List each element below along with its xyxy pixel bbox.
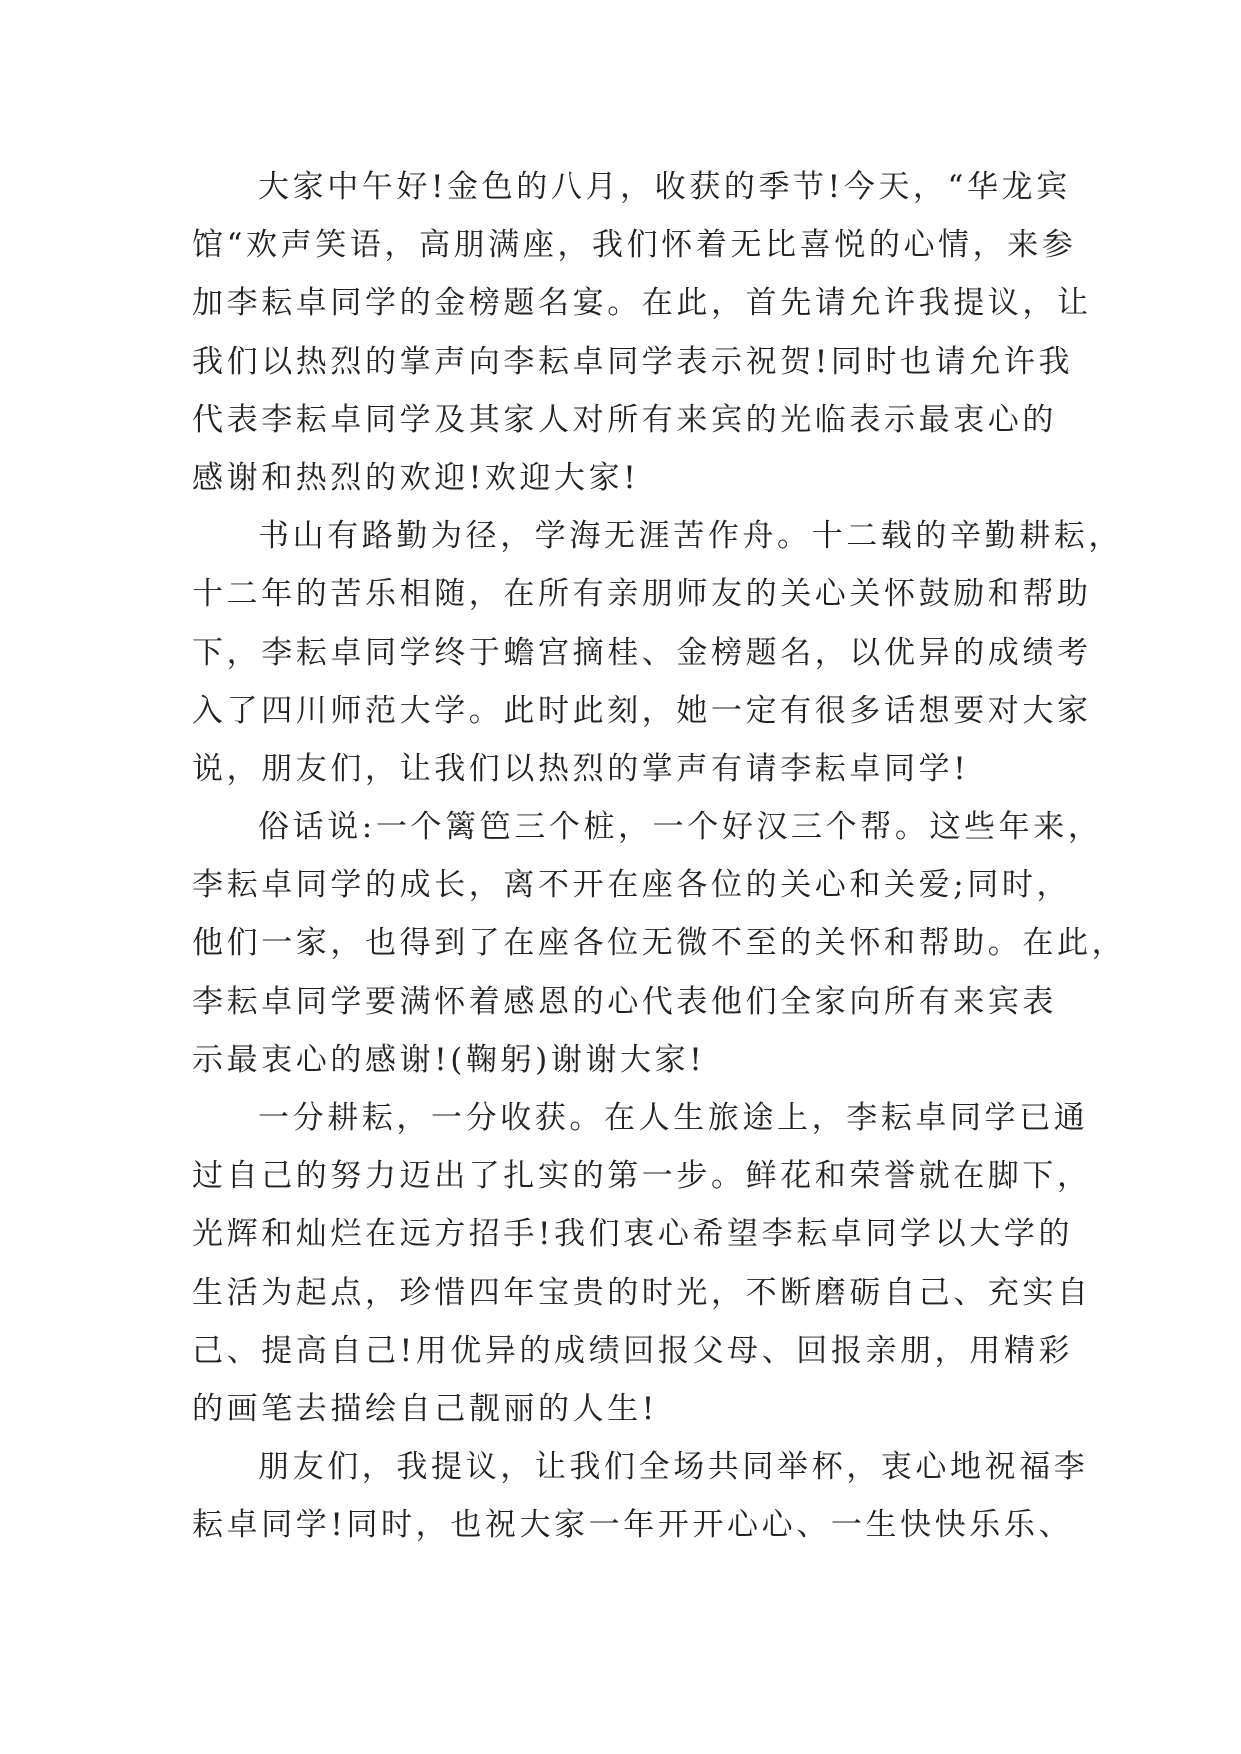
paragraph-5-line-2: 耘卓同学!同时，也祝大家一年开开心心、一生快快乐乐、 [192, 1507, 1074, 1544]
speech-body [192, 158, 1127, 1555]
paragraph-1-line-6: 感谢和热烈的欢迎!欢迎大家! [192, 459, 640, 496]
paragraph-1-line-1: 大家中午好!金色的八月，收获的季节!今天，“华龙宾 [258, 169, 1071, 205]
paragraph-4-line-3: 光辉和灿烂在远方招手!我们衷心希望李耘卓同学以大学的 [192, 1216, 1074, 1253]
paragraph-5-line-1: 朋友们，我提议，让我们全场共同举杯，衷心地祝福李 [258, 1449, 1089, 1486]
paragraph-3-line-3: 他们一家，也得到了在座各位无微不至的关怀和帮助。在此， [192, 925, 1127, 962]
paragraph-4-line-1: 一分耕耘，一分收获。在人生旅途上，李耘卓同学已通 [258, 1100, 1089, 1136]
paragraph-1-line-2: 馆“欢声笑语，高朋满座，我们怀着无比喜悦的心情，来参 [192, 227, 1077, 264]
paragraph-1-line-5: 代表李耘卓同学及其家人对所有来宾的光临表示最衷心的 [192, 401, 1057, 438]
paragraph-3-line-1: 俗话说:一个篱笆三个桩，一个好汉三个帮。这些年来， [258, 809, 1103, 846]
paragraph-2-line-2: 十二年的苦乐相随，在所有亲朋师友的关心关怀鼓励和帮助 [192, 576, 1092, 613]
paragraph-2-line-1: 书山有路勤为径，学海无涯苦作舟。十二载的辛勤耕耘， [258, 518, 1123, 555]
paragraph-2-line-5: 说，朋友们，让我们以热烈的掌声有请李耘卓同学! [192, 750, 970, 787]
paragraph-2-line-4: 入了四川师范大学。此时此刻，她一定有很多话想要对大家 [192, 692, 1092, 729]
paragraph-1-line-3: 加李耘卓同学的金榜题名宴。在此，首先请允许我提议，让 [192, 285, 1092, 322]
paragraph-1-line-4: 我们以热烈的掌声向李耘卓同学表示祝贺!同时也请允许我 [192, 343, 1074, 380]
paragraph-4-line-6: 的画笔去描绘自己靓丽的人生! [192, 1390, 658, 1427]
paragraph-4-line-2: 过自己的努力迈出了扎实的第一步。鲜花和荣誉就在脚下， [192, 1158, 1092, 1195]
paragraph-2-line-3: 下，李耘卓同学终于蟾宫摘桂、金榜题名，以优异的成绩考 [192, 634, 1092, 671]
paragraph-4-line-5: 己、提高自己!用优异的成绩回报父母、回报亲朋，用精彩 [192, 1332, 1074, 1369]
paragraph-3-line-5: 示最衷心的感谢!(鞠躬)谢谢大家! [192, 1041, 706, 1078]
paragraph-3-line-2: 李耘卓同学的成长，离不开在座各位的关心和关爱;同时， [192, 867, 1072, 904]
paragraph-3-line-4: 李耘卓同学要满怀着感恩的心代表他们全家向所有来宾表 [192, 983, 1057, 1020]
paragraph-4-line-4: 生活为起点，珍惜四年宝贵的时光，不断磨砺自己、充实自 [192, 1274, 1092, 1311]
